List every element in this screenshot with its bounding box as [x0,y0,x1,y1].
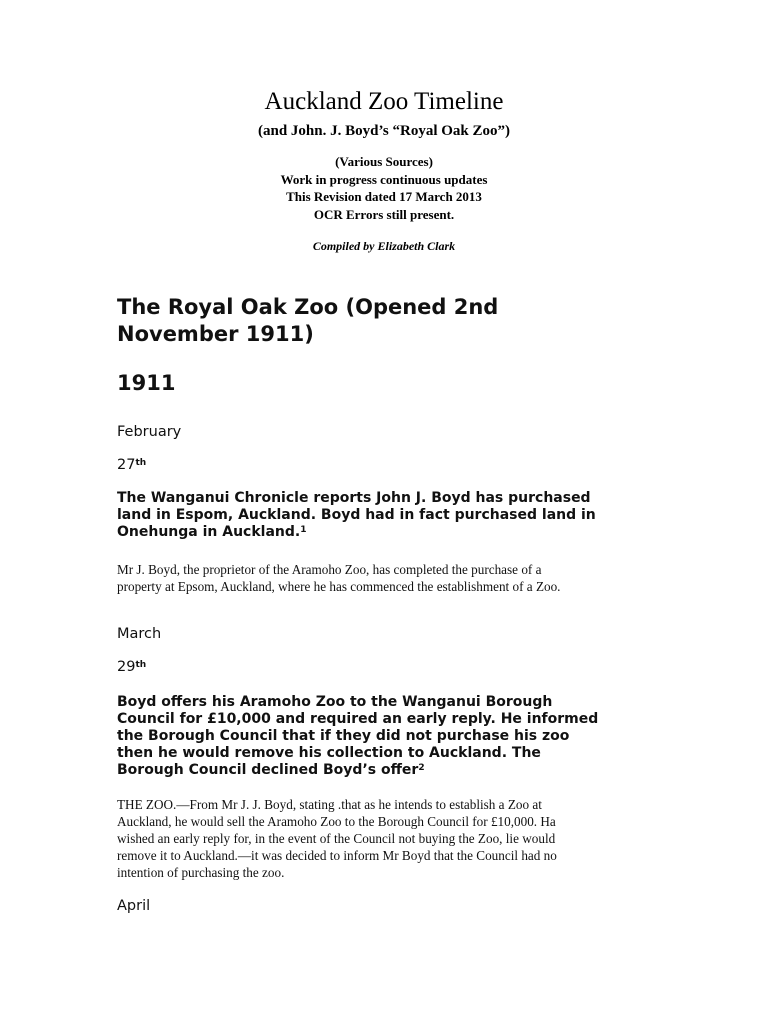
entry-summary-line: then he would remove his collection to Auckland. The [117,745,541,761]
entry-summary [117,490,662,541]
document-meta [0,153,768,223]
section-heading-line2: November 1911) [117,322,314,346]
document-title: Auckland Zoo Timeline [264,88,504,115]
entry-summary-line: Borough Council declined Boyd’s offer$^2$ [117,762,425,778]
compiled-by: Compiled by Elizabeth Clark [312,239,456,253]
source-quote [117,796,657,881]
entry-summary-line: Council for £10,000 and required an early reply. He informed [117,711,599,727]
section-heading [117,294,677,348]
day-heading [117,455,657,475]
section-heading-line1: The Royal Oak Zoo (Opened 2nd [117,295,499,319]
day-suffix: th [135,458,147,468]
quote-line: wished an early reply for, in the event of the Council not buying the Zoo, lie would [117,831,556,846]
footnote-ref[interactable]: 1 [300,525,307,535]
entry-summary-line: Boyd offers his Aramoho Zoo to the Wanganui Borough [117,694,553,710]
month-heading-april: April [117,898,151,914]
quote-line: THE ZOO.—From Mr J. J. Boyd, stating .that as he intends to establish a Zoo at [117,797,542,812]
day-number: 27 [117,457,136,473]
month-heading-march: March [117,626,162,642]
quote-line: intention of purchasing the zoo. [117,865,285,880]
entry-summary-line: Onehunga in Auckland.$^1$ [117,524,307,540]
entry-summary-line: The Wanganui Chronicle reports John J. Boyd has purchased [117,490,591,506]
entry-summary-line: land in Espom, Auckland. Boyd had in fact purchased land in [117,507,596,523]
source-quote [117,561,657,595]
entry-summary-line: the Borough Council that if they did not purchase his zoo [117,728,570,744]
year-heading: 1911 [117,371,176,395]
quote-line: Mr J. Boyd, the proprietor of the Aramoho Zoo, has completed the purchase of a [117,562,542,577]
day-suffix: th [135,660,147,670]
day-number: 29 [117,659,136,675]
month-heading-february: February [117,424,182,440]
entry-summary [117,694,662,779]
quote-line: property at Epsom, Auckland, where he has commenced the establishment of a Zoo. [117,579,561,594]
meta-ocr-note: OCR Errors still present. [313,206,455,222]
meta-sources: (Various Sources) [335,154,433,169]
meta-status: Work in progress continuous updates [280,171,488,187]
quote-line: remove it to Auckland.—it was decided to inform Mr Boyd that the Council had no [117,848,557,863]
meta-revision: This Revision dated 17 March 2013 [286,189,482,204]
quote-line: Auckland, he would sell the Aramoho Zoo to the Borough Council for £10,000. Ha [117,814,556,829]
document-subtitle: (and John. J. Boyd’s “Royal Oak Zoo”) [258,123,510,139]
footnote-ref[interactable]: 2 [418,763,425,773]
day-heading [117,657,657,677]
